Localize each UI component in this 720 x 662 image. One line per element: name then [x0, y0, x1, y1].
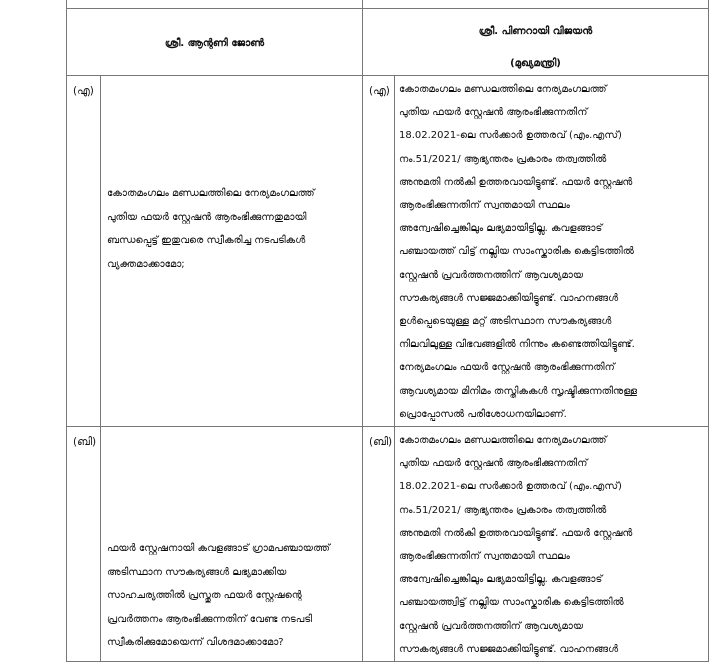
text-line: നിലവിലുള്ള വിഭവങ്ങളിൽ നിന്നും കണ്ടെത്തിയിട്ടുണ്ട്.	[399, 339, 635, 351]
text-line: പ്രവർത്തനം ആരംഭിക്കുന്നതിന് വേണ്ട നടപടി	[107, 613, 313, 625]
text-line: ബന്ധപ്പെട്ട് ഇതുവരെ സ്വീകരിച്ച നടപടികൾ	[107, 235, 306, 246]
text-line: സൗകര്യങ്ങൾ സജ്ജമാക്കിയിട്ടുണ്ട്. വാഹനങ്ങൾ	[399, 292, 619, 304]
text-line: 18.02.2021-ലെ സർക്കാർ ഉത്തരവ് (എം.എസ്)	[399, 481, 622, 493]
text-line: നം.51/2021/ ആഭ്യന്തരം പ്രകാരം തത്വത്തിൽ	[399, 153, 607, 165]
answer-label: (ബി)	[369, 436, 393, 449]
text-line: സ്വീകരിക്കുമോയെന്ന് വിശദമാക്കാമോ?	[107, 637, 284, 649]
text-line: പഞ്ചായത്ത്വിട്ട് നല്ലിയ സാംസ്കാരിക കെട്ടിടത്തിൽ	[399, 597, 624, 609]
question-cell	[101, 76, 363, 427]
text-line: 18.02.2021-ലെ സർക്കാർ ഉത്തരവ് (എം.എസ്)	[399, 130, 622, 142]
text-line: ആരംഭിക്കുന്നതിന് സ്വന്തമായി സ്ഥലം	[399, 551, 570, 563]
answer-label-cell	[363, 427, 395, 662]
answer-cell	[395, 427, 709, 662]
question-label: (എ)	[73, 85, 94, 97]
text-line: സ്റ്റേഷൻ പ്രവർത്തനത്തിന് ആവശ്യമായ	[399, 620, 584, 632]
answerer-name: ശ്രീ. പിണറായി വിജയൻ	[478, 26, 593, 37]
text-line: പുതിയ ഫയർ സ്റ്റേഷൻ ആരംഭിക്കുന്നതുമായി	[107, 211, 307, 223]
text-line: സാഹചര്യത്തിൽ പ്രസ്തുത ഫയർ സ്റ്റേഷന്റെ	[107, 590, 302, 602]
question-label-cell	[67, 427, 101, 662]
text-line: ഫയർ സ്റ്റേഷനായി കവളങ്ങാട് ഗ്രാമപഞ്ചായത്ത്	[107, 543, 330, 555]
text-line: പുതിയ ഫയർ സ്റ്റേഷൻ ആരംഭിക്കുന്നതിന്	[399, 458, 588, 470]
table-header-row	[67, 9, 709, 76]
text-line: അനുമതി നൽകി ഉത്തരവായിട്ടുണ്ട്. ഫയർ സ്റ്റേഷൻ	[399, 527, 633, 539]
text-line: അന്വേഷിച്ചെങ്കിലും ലഭ്യമായിട്ടില്ല. കവളങ്ങാട്	[399, 574, 603, 586]
text-line: ആവശ്യമായ മിനിമം തസ്തികകൾ സൃഷ്ടിക്കുന്നതിനുള്ള	[399, 385, 637, 397]
answer-cell	[395, 76, 709, 427]
questioner-name: ശ്രീ. ആന്റണി ജോൺ	[164, 38, 265, 49]
text-line: കോതമംഗലം മണ്ഡലത്തിലെ നേര്യമംഗലത്ത്	[399, 435, 607, 447]
text-line: ആരംഭിക്കുന്നതിന് സ്വന്തമായി സ്ഥലം	[399, 200, 570, 212]
answer-text	[395, 76, 708, 426]
text-line: സൗകര്യങ്ങൾ സജ്ജമാക്കിയിട്ടുണ്ട്. വാഹനങ്ങൾ	[399, 643, 619, 655]
answer-label: (എ)	[369, 85, 390, 97]
text-line: വ്യക്തമാക്കാമോ;	[107, 258, 185, 270]
answer-text	[395, 427, 708, 661]
text-line: പുതിയ ഫയർ സ്റ്റേഷൻ ആരംഭിക്കുന്നതിന്	[399, 107, 588, 119]
question-label: (ബി)	[73, 436, 97, 449]
text-line: നേര്യമംഗലം ഫയർ സ്റ്റേഷൻ ആരംഭിക്കുന്നതിന്	[399, 362, 615, 374]
text-line: അനുമതി നൽകി ഉത്തരവായിട്ടുണ്ട്. ഫയർ സ്റ്റേഷൻ	[399, 176, 633, 188]
question-label-cell	[67, 76, 101, 427]
text-line: ഉൾപ്പെടെയുള്ള മറ്റ് അടിസ്ഥാന സൗകര്യങ്ങൾ	[399, 316, 612, 328]
text-line: പ്രൊപ്പോസൽ പരിശോധനയിലാണ്.	[399, 408, 567, 420]
text-line: കോതമംഗലം മണ്ഡലത്തിലെ നേര്യമംഗലത്ത്	[399, 84, 607, 95]
table-row	[67, 76, 709, 427]
table-row	[67, 427, 709, 662]
answerer-role: (മുഖ്യമന്ത്രി)	[510, 58, 561, 69]
text-line: കോതമംഗലം മണ്ഡലത്തിലെ നേര്യമംഗലത്ത്	[107, 188, 315, 199]
question-text	[101, 427, 362, 655]
questioner-header	[67, 9, 363, 76]
answer-label-cell	[363, 76, 395, 427]
question-text	[101, 76, 362, 276]
text-line: അന്വേഷിച്ചെങ്കിലും ലഭ്യമായിട്ടില്ല. കവളങ്ങാട്	[399, 223, 603, 235]
text-line: നം.51/2021/ ആഭ്യന്തരം പ്രകാരം തത്വത്തിൽ	[399, 504, 607, 516]
question-cell	[101, 427, 363, 662]
text-line: അടിസ്ഥാന സൗകര്യങ്ങൾ ലഭ്യമാക്കിയ	[107, 566, 287, 578]
question-answer-table	[66, 0, 709, 662]
text-line: സ്റ്റേഷൻ പ്രവർത്തനത്തിന് ആവശ്യമായ	[399, 269, 584, 281]
text-line: പഞ്ചായത്ത് വിട്ട് നല്ലിയ സാംസ്കാരിക കെട്ടിടത്തിൽ	[399, 246, 634, 258]
answerer-header	[363, 9, 709, 76]
table-top-strip	[67, 0, 709, 9]
